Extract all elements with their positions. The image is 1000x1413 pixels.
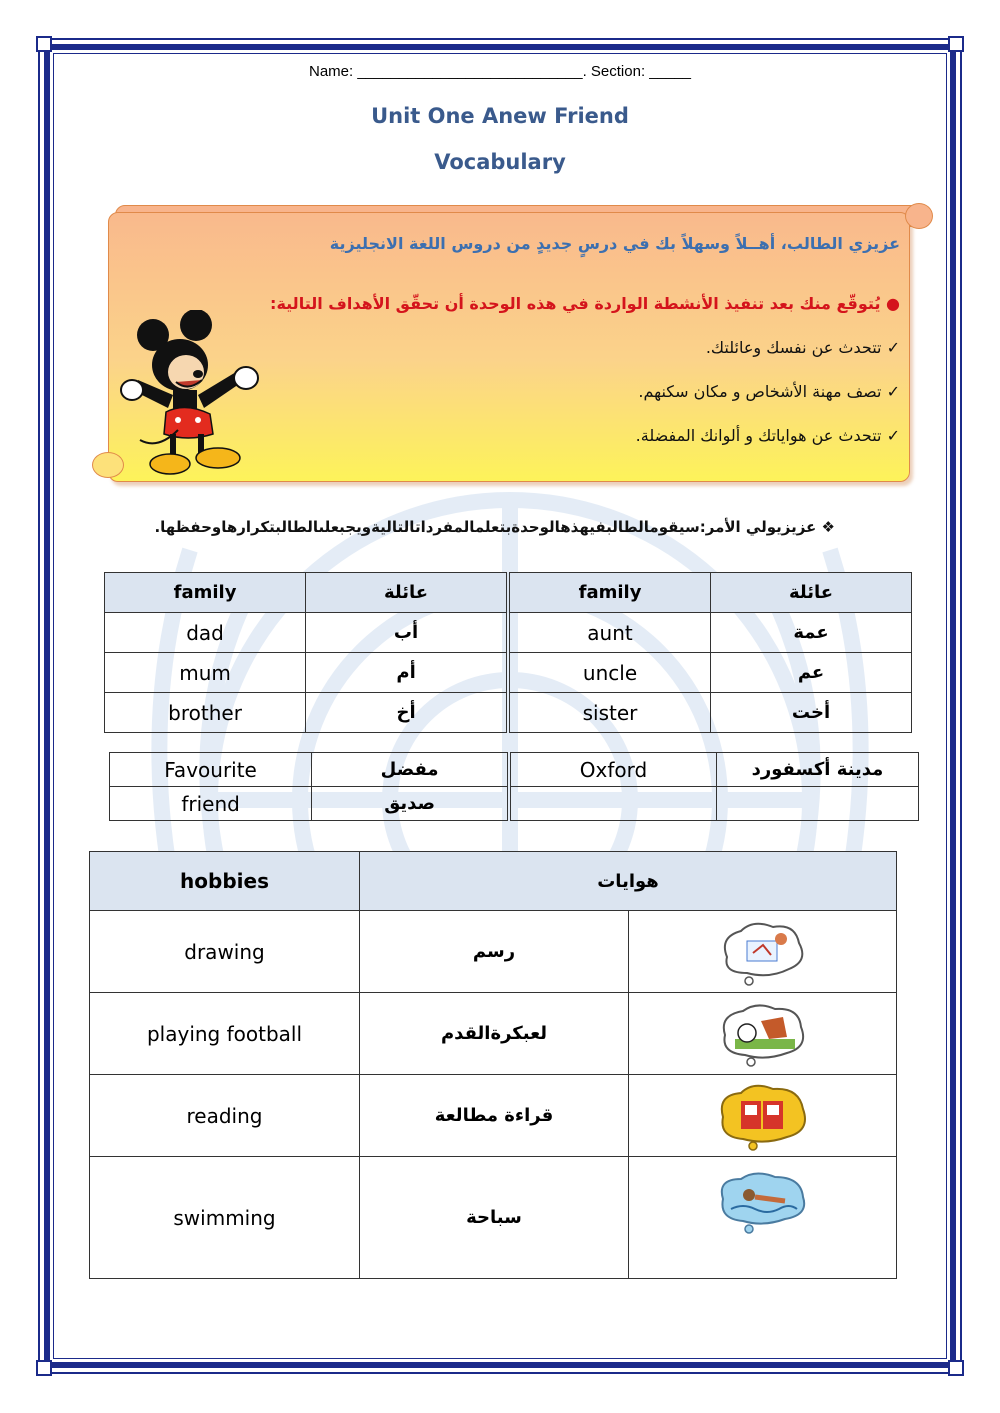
goals-intro-text: يُتوقّع منك بعد تنفيذ الأنشطة الواردة في هذه الوحدة أن تحقّق الأهداف التالية: [270, 294, 881, 313]
word-en: mum [105, 653, 306, 693]
table-row [90, 993, 897, 1075]
table-row [110, 753, 919, 787]
word-ar: مفضل [312, 753, 509, 787]
checkmark-icon: ✓ [886, 382, 900, 401]
scroll-curl-right [905, 203, 933, 229]
goal-text: تتحدث عن نفسك وعائلتك. [705, 338, 882, 357]
parent-instruction [115, 518, 835, 536]
table-row [105, 693, 912, 733]
hobby-picture-cell [629, 993, 897, 1075]
word-ar: أخ [306, 693, 508, 733]
diamond-bullet-icon: ❖ [821, 518, 835, 536]
table-row [90, 1157, 897, 1279]
word-en [509, 787, 716, 821]
misc-vocabulary-table [109, 752, 919, 821]
hobby-ar: لعبكرةالقدم [360, 993, 629, 1075]
hobby-picture-cell [629, 1157, 897, 1279]
hobby-en: drawing [90, 911, 360, 993]
word-ar: أب [306, 613, 508, 653]
goal-text: تصف مهنة الأشخاص و مكان سكنهم. [638, 382, 882, 401]
word-en: sister [508, 693, 711, 733]
table-header: family [105, 573, 306, 613]
hobbies-vocabulary-table [89, 851, 897, 1279]
greeting-text: عزيزي الطالب، أهــلاً وسهلاً بك في درسٍ جديدٍ من دروس اللغة الانجليزية [329, 234, 900, 253]
table-header: عائلة [711, 573, 912, 613]
table-row [90, 911, 897, 993]
table-header: family [508, 573, 711, 613]
swimming-icon [713, 1169, 813, 1239]
word-ar: صديق [312, 787, 509, 821]
vocabulary-subtitle: Vocabulary [434, 150, 566, 174]
hobby-ar: سباحة [360, 1157, 629, 1279]
table-header: hobbies [90, 852, 360, 911]
word-ar: عم [711, 653, 912, 693]
word-en: Favourite [110, 753, 312, 787]
word-ar [716, 787, 918, 821]
hobby-ar: رسم [360, 911, 629, 993]
word-ar: أخت [711, 693, 912, 733]
table-row [105, 613, 912, 653]
football-icon [713, 999, 813, 1069]
table-header: عائلة [306, 573, 508, 613]
word-en: brother [105, 693, 306, 733]
goal-item [380, 382, 900, 401]
word-en: aunt [508, 613, 711, 653]
instruction-text: عزيزيولي الأمر:سيقومالطالبفيهذهالوحدةبتعلمالمفرداتالتاليةويجبعلىالطالبتكرارهاوحفظها. [154, 518, 817, 536]
hobby-en: playing football [90, 993, 360, 1075]
corner-ornament [36, 36, 52, 52]
name-section-line: Name: ___________________________. Section: _____ [308, 63, 691, 80]
corner-ornament [948, 1360, 964, 1376]
word-ar: عمة [711, 613, 912, 653]
table-header: هوايات [360, 852, 897, 911]
checkmark-icon: ✓ [886, 338, 900, 357]
checkmark-icon: ✓ [886, 426, 900, 445]
drawing-icon [713, 917, 813, 987]
table-row [110, 787, 919, 821]
goal-text: تتحدث عن هواياتك و ألوانك المفضلة. [635, 426, 882, 445]
hobby-ar: قراءة مطالعة [360, 1075, 629, 1157]
word-en: dad [105, 613, 306, 653]
word-ar: مدينة أكسفورد [716, 753, 918, 787]
word-en: uncle [508, 653, 711, 693]
hobby-en: swimming [90, 1157, 360, 1279]
hobby-en: reading [90, 1075, 360, 1157]
corner-ornament [948, 36, 964, 52]
bullet-icon: ● [886, 294, 900, 313]
cartoon-mouse-illustration [118, 310, 273, 480]
unit-title: Unit One Anew Friend [371, 104, 629, 128]
word-en: friend [110, 787, 312, 821]
reading-icon [713, 1081, 813, 1151]
goals-intro [240, 294, 900, 313]
word-en: Oxford [509, 753, 716, 787]
hobby-picture-cell [629, 911, 897, 993]
corner-ornament [36, 1360, 52, 1376]
hobby-picture-cell [629, 1075, 897, 1157]
goal-item [380, 338, 900, 357]
word-ar: أم [306, 653, 508, 693]
family-vocabulary-table [104, 572, 912, 733]
goal-item [380, 426, 900, 445]
table-row [105, 653, 912, 693]
table-row [90, 1075, 897, 1157]
